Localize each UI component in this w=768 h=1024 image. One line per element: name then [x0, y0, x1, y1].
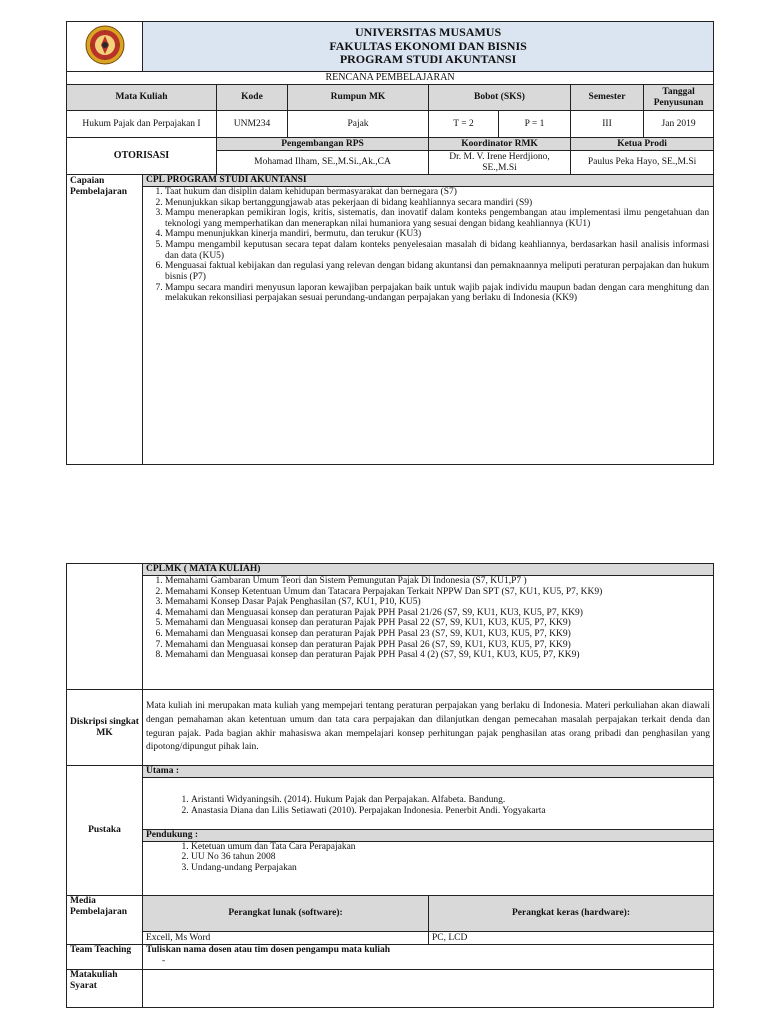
- cpl-title: CPL PROGRAM STUDI AKUNTANSI: [143, 175, 713, 187]
- col-header-date: Tanggal Penyusunan: [644, 85, 714, 111]
- faculty-name: FAKULTAS EKONOMI DAN BISNIS: [329, 38, 527, 53]
- list-item: 2. Anastasia Diana dan Lilis Setiawati (2010). Perpajakan Indonesia. Penerbit Andi. Yogyakarta: [191, 806, 713, 817]
- team-block: [143, 945, 714, 970]
- university-name: UNIVERSITAS MUSAMUS: [354, 25, 502, 40]
- team-label: Team Teaching: [67, 945, 143, 970]
- list-item: 3. Mampu menerapkan pemikiran logis, kritis, sistematis, dan inovatif dalam konteks pengembangan atau implementasi ilmu pengetahuan dan teknologi yang memperhatikan dan menerapkan nilai humaniora yang sesuai dengan bidang keahliannya (KU1): [165, 208, 709, 229]
- cpl-block: [143, 175, 714, 465]
- list-item: 2. Menunjukkan sikap bertanggungjawab atas pekerjaan di bidang keahliannya secara mandiri (S9): [165, 198, 709, 209]
- sks-theory: T = 2: [429, 111, 499, 138]
- list-item: 6. Menguasai faktual kebijakan dan regulasi yang relevan dengan bidang akuntansi dan pemaknaannya meliputi peraturan perpajakan dan hukum bisnis (P7): [165, 261, 709, 282]
- col-header-sks: Bobot (SKS): [429, 85, 571, 111]
- media-label: Media Pembelajaran: [67, 896, 143, 945]
- col-header-code: Kode: [217, 85, 288, 111]
- list-item: 1. Aristanti Widyaningsih. (2014). Hukum Pajak dan Perpajakan. Alfabeta. Bandung.: [191, 795, 713, 806]
- course-code: UNM234: [217, 111, 288, 138]
- list-item: 1. Taat hukum dan disiplin dalam kehidupan bermasyarakat dan bernegara (S7): [165, 187, 709, 198]
- team-value: -: [162, 955, 166, 966]
- role-coordinator: Koordinator RMK: [429, 138, 571, 151]
- pustaka-label: Pustaka: [67, 766, 143, 896]
- hardware-title: Perangkat keras (hardware):: [429, 896, 714, 932]
- pustaka-support-list: [143, 842, 713, 884]
- authorization-label: OTORISASI: [67, 138, 217, 175]
- list-item: 5. Mampu mengambil keputusan secara tepat dalam konteks penyelesaian masalah di bidang keahliannya, berdasarkan hasil analisis informasi dan data (KU5): [165, 240, 709, 261]
- cplmk-block: [143, 564, 714, 690]
- list-item: 6. Memahami dan Menguasai konsep dan peraturan Pajak PPH Pasal 23 (S7, S9, KU1, KU3, KU5, P7, KK9): [165, 629, 713, 640]
- cplmk-list: [143, 576, 713, 661]
- pustaka-main-list: [143, 778, 713, 829]
- prereq-value: [143, 970, 714, 1008]
- team-title: Tuliskan nama dosen atau tim dosen pengampu mata kuliah: [146, 945, 391, 955]
- name-head: Paulus Peka Hayo, SE.,M.Si: [571, 151, 714, 175]
- list-item: 4. Mampu menunjukkan kinerja mandiri, bermutu, dan terukur (KU3): [165, 229, 709, 240]
- prereq-label: Matakuliah Syarat: [67, 970, 143, 1008]
- list-item: 1. Ketetuan umum dan Tata Cara Perapajakan: [191, 842, 713, 853]
- list-item: 2. Memahami Konsep Ketentuan Umum dan Tatacara Perpajakan Terkait NPPW Dan SPT (S7, KU1, KU5, P7, KK9): [165, 587, 713, 598]
- cplmk-title: CPLMK ( MATA KULIAH): [143, 564, 713, 576]
- rps-table: [66, 21, 714, 465]
- program-name: PROGRAM STUDI AKUNTANSI: [339, 52, 517, 67]
- course-rumpun: Pajak: [288, 111, 429, 138]
- pustaka-support-title: Pendukung :: [143, 829, 713, 842]
- course-detail-table: [66, 563, 714, 1008]
- col-header-course: Mata Kuliah: [67, 85, 217, 111]
- software-title: Perangkat lunak (software):: [143, 896, 429, 932]
- list-item: 7. Memahami dan Menguasai konsep dan peraturan Pajak PPH Pasal 26 (S7, S9, KU1, KU3, KU5, P7, KK9): [165, 640, 713, 651]
- list-item: 3. Memahami Konsep Dasar Pajak Penghasilan (S7, KU1, P10, KU5): [165, 597, 713, 608]
- description-label: Diskripsi singkat MK: [67, 690, 143, 766]
- software-value: Excell, Ms Word: [143, 932, 429, 945]
- list-item: 8. Memahami dan Menguasai konsep dan peraturan Pajak PPH Pasal 4 (2) (S7, S9, KU1, KU3, KU5, P7, KK9): [165, 650, 713, 661]
- pustaka-main-title: Utama :: [143, 766, 713, 778]
- name-coordinator: Dr. M. V. Irene Herdjiono, SE.,M.Si: [429, 151, 571, 175]
- list-item: 5. Memahami dan Menguasai konsep dan peraturan Pajak PPH Pasal 22 (S7, S9, KU1, KU3, KU5, P7, KK9): [165, 618, 713, 629]
- cpl-list: [143, 187, 713, 304]
- role-head: Ketua Prodi: [571, 138, 714, 151]
- course-name: Hukum Pajak dan Perpajakan I: [67, 111, 217, 138]
- plan-title: RENCANA PEMBELAJARAN: [67, 72, 714, 85]
- list-item: 1. Memahami Gambaran Umum Teori dan Sistem Pemungutan Pajak Di Indonesia (S7, KU1,P7 ): [165, 576, 713, 587]
- list-item: 2. UU No 36 tahun 2008: [191, 852, 713, 863]
- logo-cell: [67, 22, 143, 72]
- list-item: 4. Memahami dan Menguasai konsep dan peraturan Pajak PPH Pasal 21/26 (S7, S9, KU1, KU3, KU5, P7, KK9): [165, 608, 713, 619]
- list-item: 7. Mampu secara mandiri menyusun laporan kewajiban perpajakan baik untuk wajib pajak individu maupun badan dengan cara menghitung dan melakukan rekonsiliasi perpajakan sesuai perundang-undangan perpajakan yang berlaku di Indonesia (KK9): [165, 283, 709, 304]
- cpl-label: Capaian Pembelajaran: [67, 175, 143, 465]
- description-text: Mata kuliah ini merupakan mata kuliah yang mempejari tentang peraturan perpajakan yang berlaku di Indonesia. Materi perkuliahan akan diawali dengan pemahaman akan ketentuan umum dan tata cara perpajakan dan dilanjutkan dengan pemecahan masalah perpajakan terkait denda dan teguran pajak. Pada bagian akhir mahasiswa akan mempelajari konsep perhitungan pajak penghasilan atas orang pribadi dan penghasilan yang dipotong/dipungut pihak lain.: [143, 690, 714, 766]
- list-item: 3. Undang-undang Perpajakan: [191, 863, 713, 874]
- hardware-value: PC, LCD: [429, 932, 714, 945]
- header-block: [143, 22, 714, 72]
- course-semester: III: [571, 111, 644, 138]
- sks-practice: P = 1: [499, 111, 571, 138]
- course-date: Jan 2019: [644, 111, 714, 138]
- cplmk-label-cell: [67, 564, 143, 690]
- university-logo: [84, 24, 126, 66]
- col-header-rumpun: Rumpun MK: [288, 85, 429, 111]
- col-header-semester: Semester: [571, 85, 644, 111]
- name-rps: Mohamad Ilham, SE.,M.Si.,Ak.,CA: [217, 151, 429, 175]
- pustaka-block: [143, 766, 714, 896]
- role-rps: Pengembangan RPS: [217, 138, 429, 151]
